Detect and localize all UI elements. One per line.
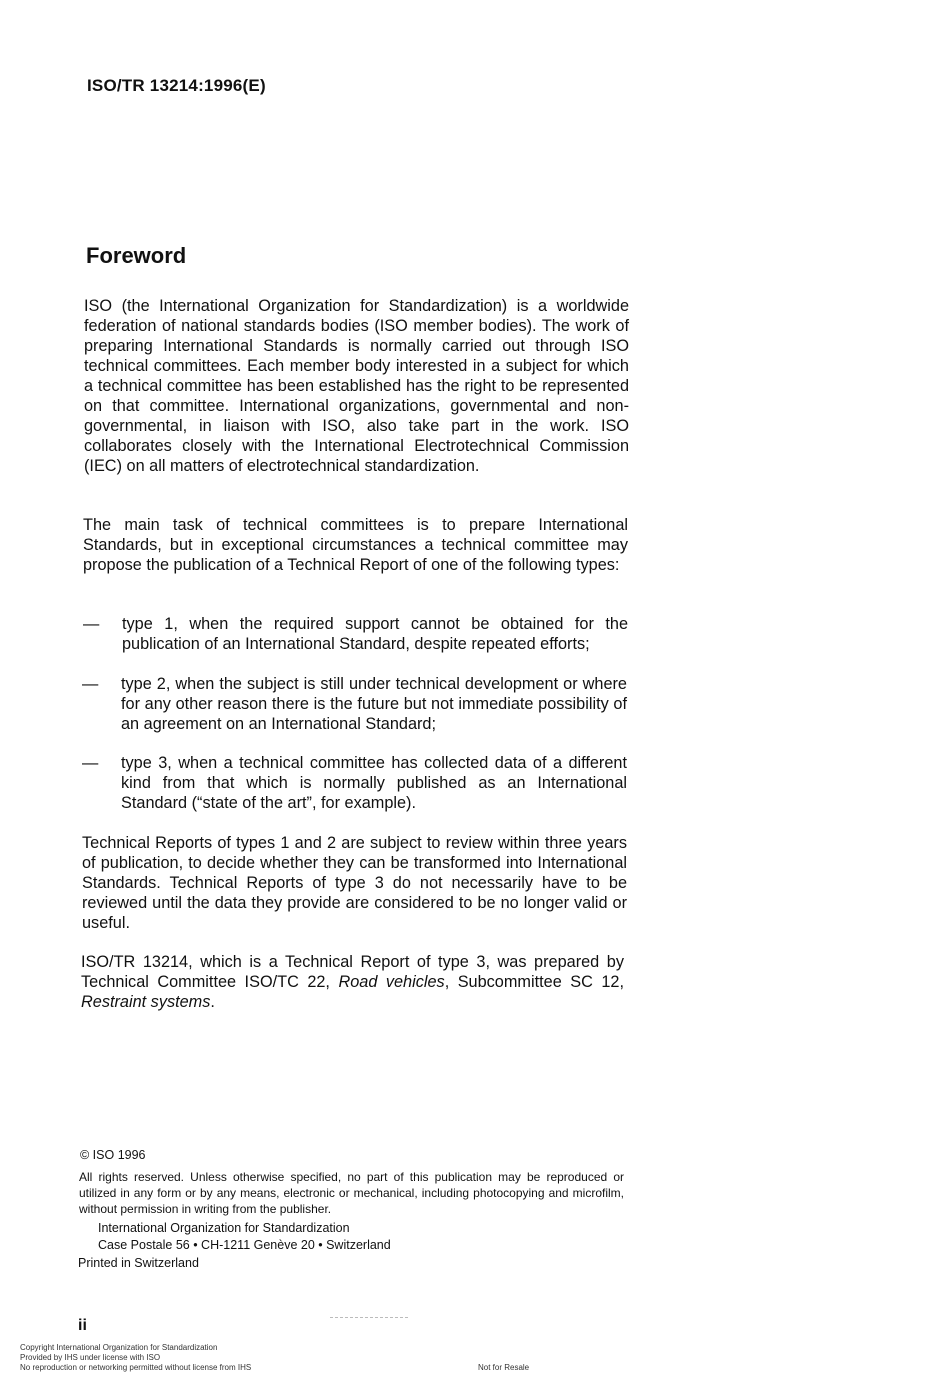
- list-item-text: type 1, when the required support cannot be obtained for the publication of an International Standard, despite repeated efforts;: [122, 615, 628, 653]
- list-dash: —: [82, 675, 99, 693]
- foreword-paragraph-3: Technical Reports of types 1 and 2 are subject to review within three years of publication, to decide whether they can be transformed into International Standards. Technical Reports of type 3 do not necessarily have to be reviewed until the data they provide are considered to be no longer valid or useful.: [82, 834, 627, 932]
- license-footer: [20, 1343, 251, 1373]
- paragraph-text: .: [210, 993, 215, 1011]
- list-item-text: type 3, when a technical committee has collected data of a different kind from that which is normally published as an International Standard (“state of the art”, for example).: [121, 754, 627, 812]
- page-number: ii: [78, 1317, 87, 1334]
- foreword-paragraph-4: [81, 952, 624, 1012]
- list-item-text: type 2, when the subject is still under technical development or where for any other reason there is the future but not immediate possibility of an agreement on an International Standard;: [121, 675, 627, 733]
- foreword-paragraph-2: The main task of technical committees is to prepare International Standards, but in exceptional circumstances a technical committee may propose the publication of a Technical Report of one of the following types:: [83, 516, 628, 574]
- scan-artifact-divider: [330, 1317, 408, 1318]
- committee-name: Road vehicles: [338, 973, 445, 991]
- footer-line-2: Provided by IHS under license with ISO: [20, 1353, 161, 1362]
- paragraph-text: ISO/TR 13214, which is a Technical Report of type 3, was prepared by Technical Committee ISO/TC 22,: [81, 953, 624, 991]
- paragraph-text: , Subcommittee SC 12,: [444, 973, 624, 991]
- publisher-address-block: [98, 1220, 391, 1254]
- list-dash: —: [82, 754, 99, 772]
- page-title: Foreword: [86, 243, 187, 268]
- footer-line-3: No reproduction or networking permitted without license from IHS: [20, 1363, 252, 1372]
- subcommittee-name: Restraint systems: [81, 993, 211, 1011]
- printed-in: Printed in Switzerland: [78, 1256, 199, 1270]
- publisher-address: Case Postale 56 • CH-1211 Genève 20 • Switzerland: [98, 1238, 391, 1252]
- rights-statement: All rights reserved. Unless otherwise specified, no part of this publication may be reproduced or utilized in any form or by any means, electronic or mechanical, including photocopying and microfilm, without permission in writing from the publisher.: [79, 1170, 624, 1216]
- list-dash: —: [83, 615, 100, 633]
- not-for-resale-label: Not for Resale: [478, 1363, 530, 1372]
- document-id: ISO/TR 13214:1996(E): [87, 76, 266, 95]
- foreword-paragraph-1: ISO (the International Organization for Standardization) is a worldwide federation of national standards bodies (ISO member bodies). The work of preparing International Standards is normally carried out through ISO technical committees. Each member body interested in a subject for which a technical committee has been established has the right to be represented on that committee. International organizations, governmental and non-governmental, in liaison with ISO, also take part in the work. ISO collaborates closely with the International Electrotechnical Commission (IEC) on all matters of electrotechnical standardization.: [84, 297, 629, 475]
- footer-line-1: Copyright International Organization for Standardization: [20, 1343, 218, 1352]
- copyright-notice: © ISO 1996: [80, 1148, 146, 1162]
- publisher-name: International Organization for Standardization: [98, 1221, 350, 1235]
